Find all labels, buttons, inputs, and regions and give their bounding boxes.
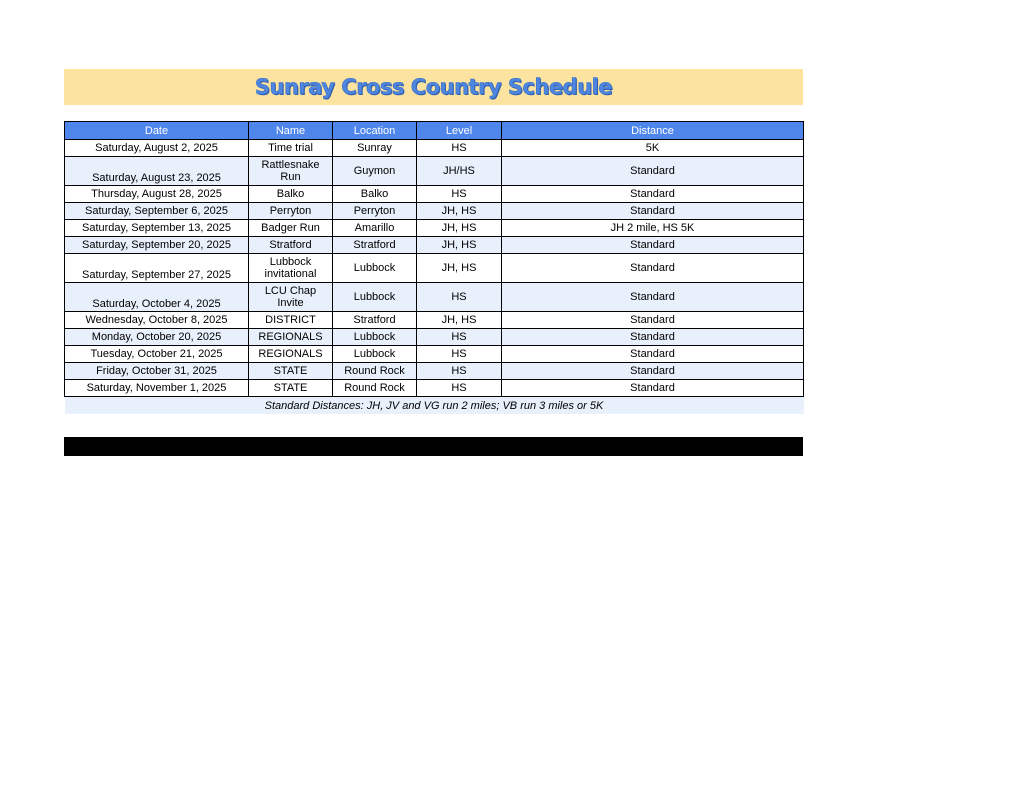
cell-date: Saturday, September 6, 2025 (65, 203, 249, 220)
black-bar (64, 437, 803, 456)
cell-level: HS (417, 363, 502, 380)
cell-distance: Standard (502, 329, 804, 346)
header-location: Location (333, 122, 417, 140)
cell-date: Monday, October 20, 2025 (65, 329, 249, 346)
cell-date: Thursday, August 28, 2025 (65, 186, 249, 203)
standard-distances-note: Standard Distances: JH, JV and VG run 2 miles; VB run 3 miles or 5K (65, 397, 804, 415)
cell-location: Amarillo (333, 220, 417, 237)
cell-location: Stratford (333, 237, 417, 254)
cell-name: DISTRICT (249, 312, 333, 329)
cell-date: Saturday, August 2, 2025 (65, 140, 249, 157)
cell-level: JH/HS (417, 157, 502, 186)
table-row (65, 140, 804, 157)
cell-name: STATE (249, 363, 333, 380)
table-row (65, 203, 804, 220)
cell-date: Saturday, October 4, 2025 (65, 283, 249, 312)
cell-level: HS (417, 380, 502, 397)
header-date: Date (65, 122, 249, 140)
cell-name: Balko (249, 186, 333, 203)
cell-level: JH, HS (417, 220, 502, 237)
table-row (65, 237, 804, 254)
cell-level: JH, HS (417, 237, 502, 254)
table-row (65, 186, 804, 203)
table-row (65, 329, 804, 346)
cell-name: Time trial (249, 140, 333, 157)
cell-date: Saturday, November 1, 2025 (65, 380, 249, 397)
cell-name: REGIONALS (249, 329, 333, 346)
table-row (65, 380, 804, 397)
cell-name: REGIONALS (249, 346, 333, 363)
cell-distance: Standard (502, 283, 804, 312)
cell-distance: Standard (502, 346, 804, 363)
cell-location: Lubbock (333, 329, 417, 346)
cell-location: Lubbock (333, 283, 417, 312)
cell-date: Saturday, September 13, 2025 (65, 220, 249, 237)
cell-level: JH, HS (417, 203, 502, 220)
cell-location: Round Rock (333, 380, 417, 397)
page-title: Sunray Cross Country Schedule (254, 75, 613, 99)
cell-distance: 5K (502, 140, 804, 157)
cell-location: Lubbock (333, 346, 417, 363)
table-row (65, 157, 804, 186)
cell-name: Perryton (249, 203, 333, 220)
cell-name: Lubbock invitational (249, 254, 333, 283)
table-row (65, 220, 804, 237)
cell-level: JH, HS (417, 254, 502, 283)
cell-location: Perryton (333, 203, 417, 220)
cell-distance: JH 2 mile, HS 5K (502, 220, 804, 237)
header-row (65, 122, 804, 140)
cell-name: LCU Chap Invite (249, 283, 333, 312)
cell-level: HS (417, 329, 502, 346)
table-row (65, 312, 804, 329)
cell-name: Badger Run (249, 220, 333, 237)
cell-date: Tuesday, October 21, 2025 (65, 346, 249, 363)
cell-distance: Standard (502, 312, 804, 329)
cell-name: Stratford (249, 237, 333, 254)
note-row (65, 397, 804, 415)
cell-location: Stratford (333, 312, 417, 329)
schedule-table (64, 121, 804, 414)
cell-date: Saturday, September 27, 2025 (65, 254, 249, 283)
cell-location: Sunray (333, 140, 417, 157)
cell-location: Round Rock (333, 363, 417, 380)
cell-date: Friday, October 31, 2025 (65, 363, 249, 380)
title-banner (64, 69, 803, 105)
cell-location: Balko (333, 186, 417, 203)
cell-distance: Standard (502, 237, 804, 254)
cell-distance: Standard (502, 186, 804, 203)
cell-name: Rattlesnake Run (249, 157, 333, 186)
cell-distance: Standard (502, 157, 804, 186)
cell-level: HS (417, 140, 502, 157)
cell-distance: Standard (502, 254, 804, 283)
cell-level: HS (417, 283, 502, 312)
table-row (65, 346, 804, 363)
cell-distance: Standard (502, 380, 804, 397)
cell-location: Lubbock (333, 254, 417, 283)
cell-date: Wednesday, October 8, 2025 (65, 312, 249, 329)
cell-level: HS (417, 346, 502, 363)
cell-date: Saturday, August 23, 2025 (65, 157, 249, 186)
cell-location: Guymon (333, 157, 417, 186)
cell-distance: Standard (502, 363, 804, 380)
header-level: Level (417, 122, 502, 140)
cell-level: HS (417, 186, 502, 203)
table-row (65, 363, 804, 380)
cell-level: JH, HS (417, 312, 502, 329)
cell-distance: Standard (502, 203, 804, 220)
header-name: Name (249, 122, 333, 140)
cell-date: Saturday, September 20, 2025 (65, 237, 249, 254)
table-row (65, 283, 804, 312)
cell-name: STATE (249, 380, 333, 397)
table-row (65, 254, 804, 283)
header-distance: Distance (502, 122, 804, 140)
